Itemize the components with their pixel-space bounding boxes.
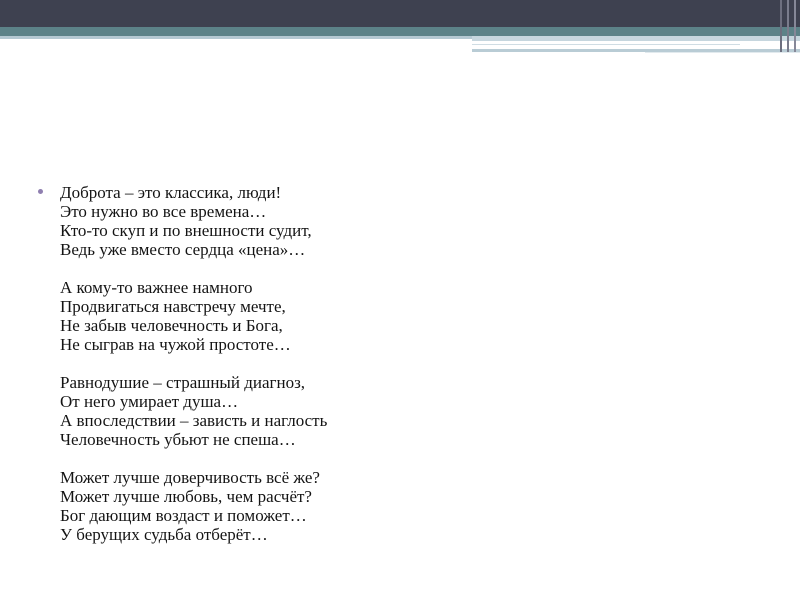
- header-dark-bar: [0, 0, 800, 27]
- poem-line: Равнодушие – страшный диагноз,: [60, 373, 306, 392]
- poem-line: От него умирает душа…: [60, 392, 239, 411]
- header-faint-line: [645, 52, 800, 53]
- poem-line: Доброта – это классика, люди!: [60, 183, 282, 202]
- poem-line: Ведь уже вместо сердца «цена»…: [60, 240, 306, 259]
- poem-line: А впоследствии – зависть и наглость: [60, 411, 328, 430]
- poem-line: Продвигаться навстречу мечте,: [60, 297, 286, 316]
- poem-text-block: [38, 183, 758, 563]
- poem-line: Кто-то скуп и по внешности судит,: [60, 221, 312, 240]
- poem-line: Может лучше любовь, чем расчёт?: [60, 487, 312, 506]
- header-thin-line: [472, 44, 740, 45]
- bullet-dot: [38, 189, 43, 194]
- poem-line: Не сыграв на чужой простоте…: [60, 335, 291, 354]
- stanza: [60, 278, 758, 354]
- poem-line: Не забыв человечность и Бога,: [60, 316, 283, 335]
- poem-stanzas: [60, 183, 758, 544]
- poem-line: А кому-то важнее намного: [60, 278, 253, 297]
- stanza: [60, 183, 758, 259]
- stanza: [60, 373, 758, 449]
- stanza: [60, 468, 758, 544]
- poem-line: Это нужно во все времена…: [60, 202, 267, 221]
- header-vertical-stripe: [787, 0, 789, 52]
- header-vertical-stripe: [794, 0, 796, 52]
- header-light-stripe: [0, 36, 472, 39]
- poem-line: У берущих судьба отберёт…: [60, 525, 268, 544]
- poem-line: Может лучше доверчивость всё же?: [60, 468, 320, 487]
- header-vertical-stripe: [780, 0, 782, 52]
- header-pale-stripe: [472, 36, 800, 41]
- poem-line: Человечность убьют не спеша…: [60, 430, 296, 449]
- poem-line: Бог дающим воздаст и поможет…: [60, 506, 307, 525]
